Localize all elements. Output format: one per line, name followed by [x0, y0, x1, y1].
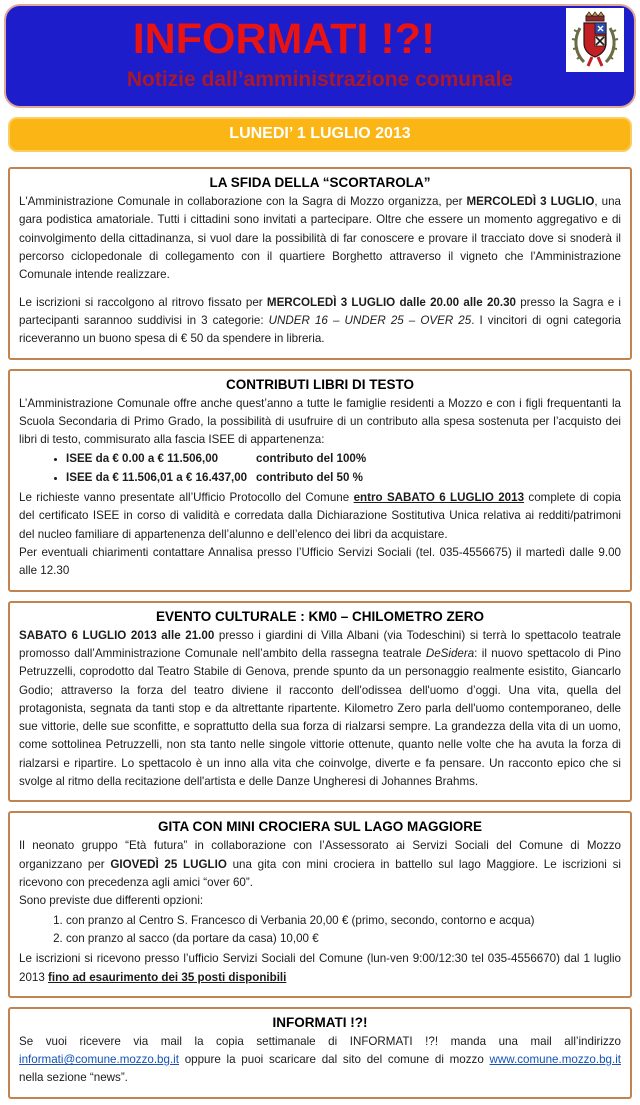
section-body [19, 627, 621, 792]
paragraph [19, 489, 621, 544]
paragraph [19, 1033, 621, 1088]
list-item [66, 930, 621, 949]
text-segment: L’Amministrazione Comunale offre anche quest’anno a tutte le famiglie residenti a Mozzo e con i figli frequentanti la Scuola Secondaria di Primo Grado, la possibilità di usufruire di un contributo alla spesa sostenuta per l’acquisto dei libri di testo, commisurato alla fascia ISEE di appartenenza: [19, 396, 621, 447]
text-segment: L'Amministrazione Comunale in collaborazione con la Sagra di Mozzo organizza, per [19, 195, 467, 208]
section-title: LA SFIDA DELLA “SCORTAROLA” [209, 175, 431, 190]
list-item [66, 469, 621, 488]
masthead [4, 4, 636, 108]
text-segment: presso la Sagra e i partecipanti sarannoo suddivisi in 3 categorie: [19, 295, 621, 327]
text-segment: GIOVEDÌ 25 LUGLIO [110, 857, 227, 871]
section-title: EVENTO CULTURALE : KM0 – CHILOMETRO ZERO [155, 608, 484, 624]
text-segment: ISEE da € 11.506,01 a € 16.437,00 [66, 471, 248, 485]
date-bar [8, 117, 632, 152]
text-segment: oppure la puoi scaricare dal sito del comune di mozzo [178, 1053, 490, 1067]
text-segment: entro SABATO 6 LUGLIO 2013 [353, 491, 525, 504]
text-segment: Il neonato gruppo “Età futura” in collaborazione con l’Assessorato ai Servizi Sociali del Comune di Mozzo organizzano per [19, 839, 621, 871]
tab-column [66, 450, 256, 469]
section [8, 1007, 632, 1099]
text-segment: . I vincitori di ogni categoria riceveranno un buono spesa di € 50 da spendere in libreria. [19, 313, 622, 346]
text-segment: presso i giardini di Villa Albani (via Todeschini) si terrà lo spettacolo teatrale promosso dall’Amministrazione Comunale nell’ambito della rassegna teatrale [19, 628, 621, 660]
paragraph [19, 544, 621, 581]
paragraph [19, 950, 621, 987]
list-item [66, 912, 621, 931]
paragraph [19, 837, 621, 892]
section [8, 811, 632, 997]
newsletter-title: INFORMATI !?! [132, 15, 436, 63]
text-segment: complete di copia del certificato ISEE in corso di validità e corredata dalla Dichiarazione Sostitutiva Unica relativa ai redditi/patrimoni del nucleo familiare di appartenenza dell’alunno e dell’elenco dei libri da acquistare. [19, 491, 621, 541]
paragraph [19, 892, 621, 910]
section-title: CONTRIBUTI LIBRI DI TESTO [226, 376, 414, 392]
text-segment: con pranzo al sacco (da portare da casa) 10,00 € [66, 932, 319, 946]
section-body [19, 193, 621, 349]
website-link[interactable]: www.comune.mozzo.bg.it [489, 1053, 621, 1067]
section-body [19, 837, 621, 986]
paragraph [19, 627, 621, 792]
coat-of-arms-icon [566, 8, 624, 72]
text-segment: Le iscrizioni si raccolgono al ritrovo fissato per [19, 295, 267, 309]
text-segment: ISEE da € 0.00 a € 11.506,00 [66, 452, 219, 466]
paragraph [19, 395, 621, 450]
text-segment: Le iscrizioni si ricevono presso l’ufficio Servizi Sociali del Comune (lun-ven 9:00/12:30 tel 035-4556670) dal 1 luglio 2013 [19, 952, 621, 984]
text-segment: , una gara podistica amatoriale. Tutti i cittadini sono invitati a partecipare. Oltre che essere un momento aggregativo e di coinvolgimento della cittadinanza, si vuol dare la possibilità di far conoscere e provare il tracciato dove si snoderà il percorso ciclopedonale di collegamento con il quartiere Borghetto attraverso il vigneto che l'Amministrazione Comunale intende realizzare. [19, 195, 621, 282]
section-title: GITA CON MINI CROCIERA SUL LAGO MAGGIORE [158, 819, 482, 835]
paragraph [19, 193, 621, 285]
section-body [19, 1033, 621, 1088]
section-title: INFORMATI !?! [272, 1014, 368, 1030]
text-segment: Le richieste vanno presentate all’Ufficio Protocollo del Comune [19, 491, 354, 504]
text-segment: MERCOLEDÌ 3 LUGLIO [466, 195, 595, 208]
text-segment: fino ad esaurimento dei 35 posti disponibili [48, 970, 287, 984]
section [8, 601, 632, 803]
text-segment: con pranzo al Centro S. Francesco di Verbania 20,00 € (primo, secondo, contorno e acqua) [66, 913, 535, 927]
section [8, 369, 632, 592]
text-segment: SABATO 6 LUGLIO 2013 alle 21.00 [19, 628, 215, 642]
numbered-list [19, 912, 621, 950]
text-segment: contributo del 50 % [256, 471, 363, 485]
section-body [19, 395, 621, 581]
text-segment: una gita con mini crociera in battello sul lago Maggiore. Le iscrizioni si ricevono con precedenza agli amici “over 60”. [19, 857, 621, 889]
text-segment: contributo del 100% [256, 452, 367, 466]
text-segment: Sono previste due differenti opzioni: [19, 894, 204, 908]
paragraph [19, 294, 621, 349]
text-segment: UNDER 16 – UNDER 25 – OVER 25 [268, 313, 472, 327]
section [8, 167, 632, 360]
date-label: LUNEDI’ 1 LUGLIO 2013 [229, 125, 411, 142]
text-segment: : il nuovo spettacolo di Pino Petruzzelli, coprodotto dal Teatro Stabile di Genova, prende spunto da un personaggio realmente esistito, Giancarlo Godio; attraverso la forza del teatro diviene il racconto dell'odissea dell'uomo d’oggi. Una vita, quella del protagonista, segnata da tanti stop e da altrettante ripartente. Kilometro Zero parla dell'uomo contemporaneo, delle sue vittorie, delle sue sconfitte, e soprattutto della sua forza di rialzarsi sempre. La grandezza della vita di un uomo, come sottolinea Petruzzelli, non sta tanto nelle singole vittorie ottenute, quanto nelle volte che ha avuta la forza di rialzarsi e ripartire. Lo spettacolo è un inno alla vita che coinvolge, diverte e fa pensare. Un racconto epico che si svolge al ritmo della recitazione dell'artista e delle Danze Ungheresi di Johannes Brahms. [19, 646, 621, 789]
email-link[interactable]: informati@comune.mozzo.bg.it [19, 1053, 179, 1067]
tab-column [66, 469, 256, 488]
text-segment: nella sezione “news”. [19, 1071, 128, 1085]
list-item [66, 450, 621, 469]
text-segment: MERCOLEDÌ 3 LUGLIO dalle 20.00 alle 20.30 [266, 295, 516, 309]
text-segment: Se vuoi ricevere via mail la copia settimanale di INFORMATI !?! manda una mail all’indirizzo [19, 1034, 621, 1048]
newsletter-subtitle: Notizie dall’amministrazione comunale [126, 68, 514, 91]
bullet-list [19, 450, 621, 488]
sections [8, 167, 632, 1099]
text-segment: DeSidera [425, 646, 475, 660]
text-segment: Per eventuali chiarimenti contattare Annalisa presso l’Ufficio Servizi Sociali (tel. 035-4556675) il martedì dalle 9.00 alle 12.30 [19, 545, 621, 578]
